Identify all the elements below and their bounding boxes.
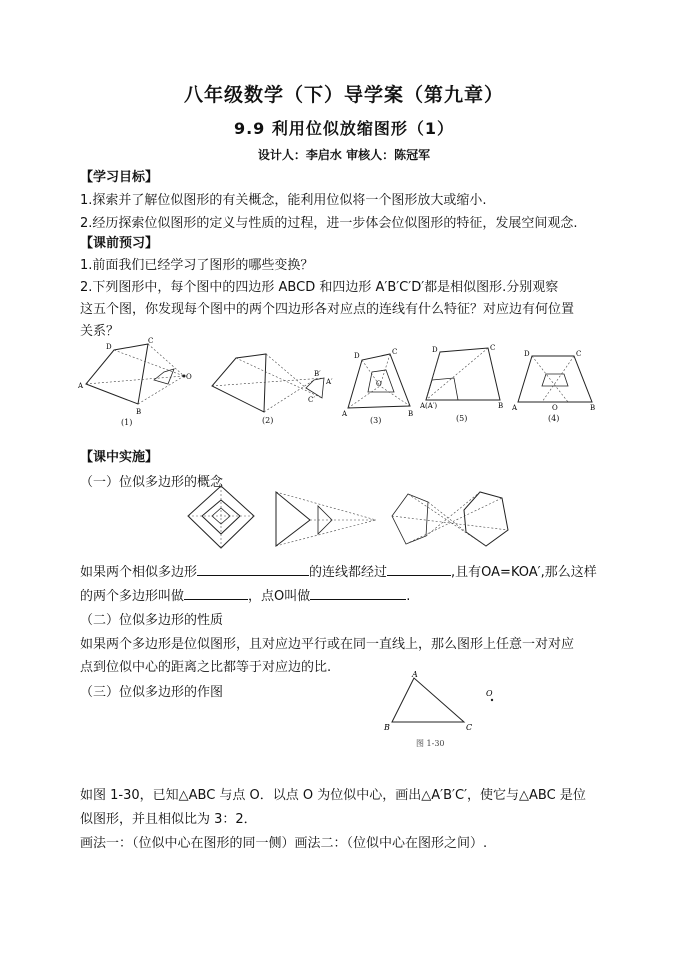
document-title: 八年级数学（下）导学案（第九章） [183,84,504,106]
svg-text:O: O [376,380,382,388]
objective-1: 1.探索并了解位似图形的有关概念，能利用位似将一个图形放大或缩小. [80,193,487,208]
svg-text:C′: C′ [308,396,315,404]
part2-title: （二）位似多边形的性质 [80,613,224,628]
svg-text:C: C [392,348,398,356]
figure-1-30-caption: 图 1-30 [416,739,445,748]
svg-text:B′: B′ [314,370,321,378]
svg-text:A′: A′ [326,378,333,386]
svg-text:O: O [486,689,493,698]
task-line-2: 似图形，并且相似比为 3：2． [80,812,257,827]
objective-2: 2.经历探索位似图形的定义与性质的过程，进一步体会位似图形的特征，发展空间观念. [80,216,578,231]
definition-text-1c: ,且有OA=KOA′,那么这样 [451,565,597,580]
svg-text:A: A [412,670,418,679]
author-line: 设计人：李启水 审核人：陈冠军 [257,148,431,162]
svg-text:B: B [498,402,504,410]
definition-line-2 [80,585,410,604]
svg-text:C: C [466,723,473,730]
svg-text:C: C [576,350,582,358]
svg-text:A: A [342,410,348,418]
figure-3 [340,346,420,426]
preview-question-2-line2: 这五个图，你发现每个图中的两个四边形各对应点的连线有什么特征？对应边有何位置 [80,302,575,317]
svg-text:D: D [354,352,360,360]
blank-center-name[interactable] [310,587,406,600]
preview-question-2-line1: 2.下列图形中，每个图中的四边形 ABCD 和四边形 A′B′C′D′都是相似图形.分别观察 [80,280,559,295]
property-line-1: 如果两个多边形是位似图形，且对应边平行或在同一直线上，那么图形上任意一对对应 [80,637,575,652]
preview-heading: 【课前预习】 [80,236,159,251]
svg-text:B: B [590,404,596,412]
svg-text:C: C [490,344,496,352]
definition-text-2c: . [406,589,411,604]
blank-common-point[interactable] [387,563,451,576]
task-line-1: 如图 1-30，已知△ABC 与点 O．以点 O 为位似中心，画出△A′B′C′，使它与△ABC 是位 [80,788,586,803]
figure-5-caption: (5) [456,414,468,423]
definition-text-1a: 如果两个相似多边形 [80,565,198,580]
inclass-heading: 【课中实施】 [80,450,159,465]
figure-2 [206,342,336,432]
svg-text:D: D [106,343,112,351]
svg-text:C: C [148,337,154,345]
figure-5 [420,342,510,424]
svg-text:A(A′): A(A′) [420,402,438,410]
concept-figure-nested [184,484,258,552]
part3-title: （三）位似多边形的作图 [80,685,224,700]
svg-text:D: D [432,346,438,354]
figure-1 [76,336,206,431]
svg-text:A: A [512,404,518,412]
document-subtitle: 9.9 利用位似放缩图形（1） [233,119,455,138]
definition-text-2a: 的两个多边形叫做 [80,589,185,604]
blank-figure-name[interactable] [184,587,248,600]
svg-text:O: O [186,373,192,381]
drawing-methods: 画法一：（位似中心在图形的同一侧）画法二：（位似中心在图形之间）. [80,836,488,851]
definition-text-1b: 的连线都经过 [309,565,388,580]
figure-4-caption: (4) [548,414,560,423]
definition-line-1 [80,561,597,580]
svg-text:D: D [524,350,530,358]
part1-title: （一）位似多边形的概念 [80,475,224,490]
figure-2-caption: (2) [262,416,274,425]
property-line-2: 点到位似中心的距离之比都等于对应边的比. [80,660,332,675]
preview-question-1: 1.前面我们已经学习了图形的哪些变换？ [80,258,314,273]
concept-figure-triangles [272,488,378,550]
concept-figure-pentagons [388,486,512,552]
figure-1-30 [382,670,512,748]
objectives-heading: 【学习目标】 [80,170,159,185]
figure-3-caption: (3) [370,416,382,425]
figure-1-caption: (1) [121,418,133,427]
figure-4 [512,346,602,424]
svg-text:B: B [136,408,142,416]
definition-text-2b: ，点O叫做 [248,589,311,604]
svg-text:A: A [78,382,84,390]
preview-question-2-line3: 关系？ [80,324,120,339]
svg-text:O: O [552,404,558,412]
blank-corresponding-points[interactable] [197,563,309,576]
svg-text:B: B [384,723,390,730]
svg-text:B: B [408,410,414,418]
